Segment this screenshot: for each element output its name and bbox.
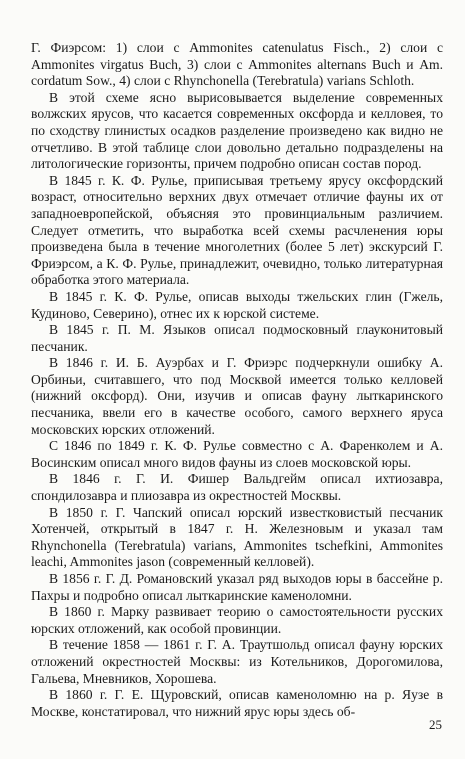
paragraph-6: В 1846 г. И. Б. Ауэрбах и Г. Фриэрс подчеркнули ошибку А. Орбиньи, считавшего, что под Москвой имеется только келловей (нижний оксфорд). Они, изучив и описав фауну лыткаринского песчаника, ввели его в качестве особого, самого верхнего яруса московских юрских отложений. (31, 355, 443, 437)
paragraph-5: В 1845 г. П. М. Языков описал подмосковный глауконитовый песчаник. (31, 322, 443, 354)
body-text (31, 40, 443, 720)
paragraph-9: В 1850 г. Г. Чапский описал юрский известковистый песчаник Хотенчей, открытый в 1847 г. Н. Железновым и указал там Rhynchonella (Terebratula) varians, Ammonites tschefkini, Ammonites leachi, Ammonites jason (современный келловей). (31, 504, 443, 570)
paragraph-7: С 1846 по 1849 г. К. Ф. Рулье совместно с А. Фаренколем и А. Восинским описал много видов фауны из слоев московской юры. (31, 438, 443, 470)
paragraph-10: В 1856 г. Г. Д. Романовский указал ряд выходов юры в бассейне р. Пахры и подробно описал лыткаринские каменоломни. (31, 571, 443, 603)
paragraph-2: В этой схеме ясно вырисовывается выделение современных волжских ярусов, что касается современных оксфорда и келловея, то по сходству глинистых осадков разделение произведено как видно не отчетливо. В этой таблице слои довольно детально подразделены на литологические горизонты, причем подробно описан состав пород. (31, 89, 443, 172)
paragraph-4: В 1845 г. К. Ф. Рулье, описав выходы тжельских глин (Гжель, Кудиново, Северино), отнес их к юрской системе. (31, 288, 443, 321)
paragraph-1: Г. Фиэрсом: 1) слои с Ammonites catenulatus Fisch., 2) слои с Ammonites virgatus Buch, 3) слои с Ammonites alternans Buch и Am. cordatum Sow., 4) слои с Rhynchonella (Terebratula) varians Schloth. (31, 40, 443, 89)
paragraph-3: В 1845 г. К. Ф. Рулье, приписывая третьему ярусу оксфордский возраст, относительно верхних двух отмечает отличие фауны их от западноевропейской, объясняя это провинциальным различием. Следует отметить, что выработка всей схемы расчленения юры произведена была в течение многолетних (более 5 лет) экскурсий Г. Фриэрсом, а К. Ф. Рулье, принадлежит, очевидно, только литературная обработка этого материала. (31, 172, 443, 288)
paragraph-8: В 1846 г. Г. И. Фишер Вальдгейм описал ихтиозавра, спондилозавра и плиозавра из окрестностей Москвы. (31, 471, 443, 504)
page-number: 25 (429, 717, 442, 732)
paragraph-13: В 1860 г. Г. Е. Щуровский, описав каменоломню на р. Яузе в Москве, констатировал, что нижний ярус юры здесь об- (31, 687, 443, 719)
paragraph-11: В 1860 г. Марку развивает теорию о самостоятельности русских юрских отложений, как особой провинции. (31, 604, 443, 636)
paragraph-12: В течение 1858 — 1861 г. Г. А. Траутшольд описал фауну юрских отложений окрестностей Москвы: из Котельников, Дорогомилова, Гальева, Мневников, Хорошева. (31, 637, 443, 686)
